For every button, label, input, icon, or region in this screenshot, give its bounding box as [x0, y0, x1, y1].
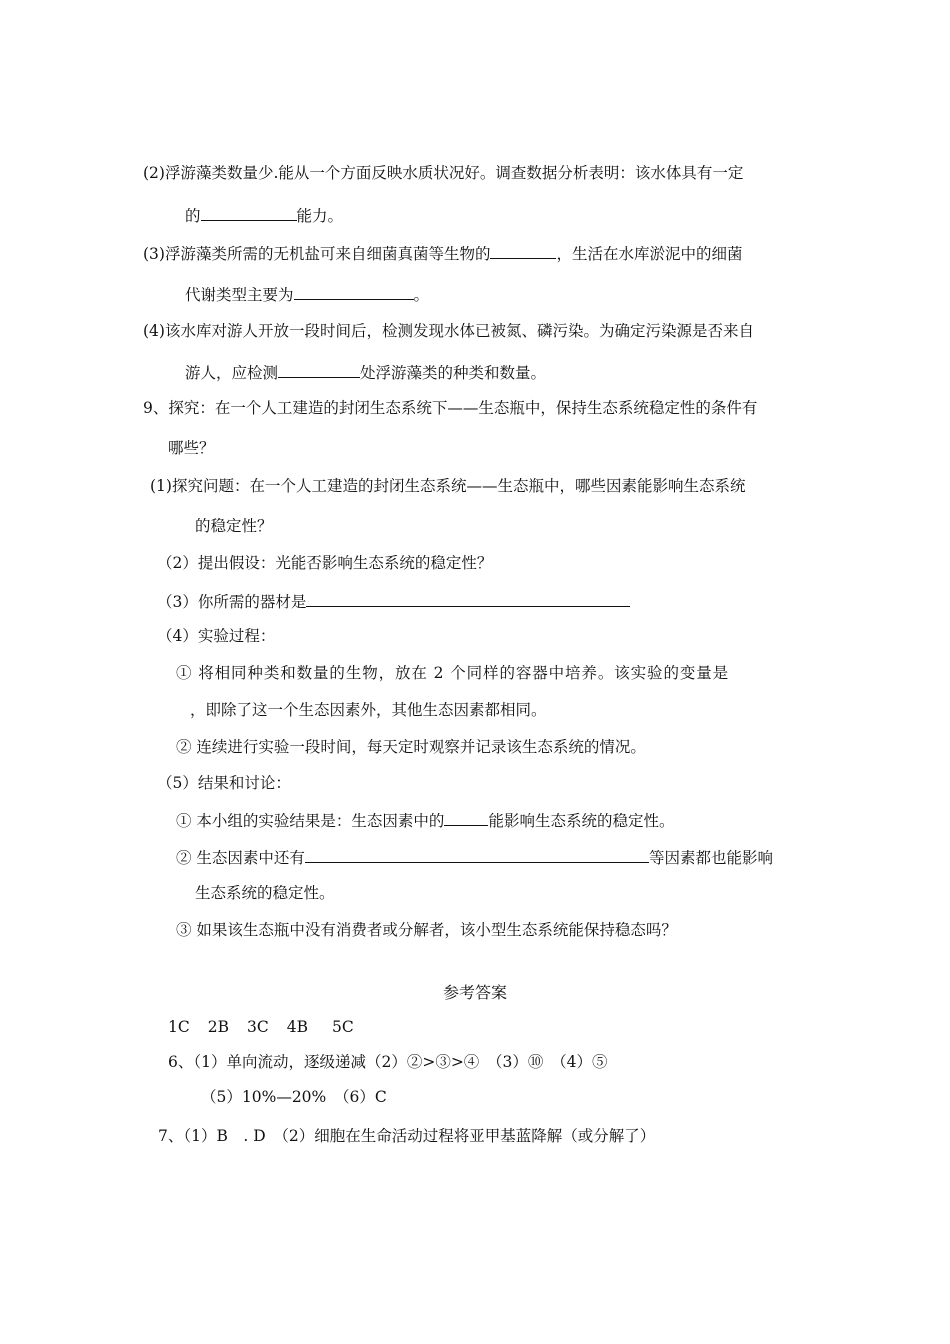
q8-part3-prefix: (3)浮游藻类所需的无机盐可来自细菌真菌等生物的 [143, 245, 491, 263]
answer-item: 1C [168, 1018, 190, 1036]
answer-blank[interactable] [201, 203, 297, 221]
q9-step5-item2-line1 [176, 845, 773, 869]
q9-step4-item1-line2: ，即除了这一个生态因素外，其他生态因素都相同。 [190, 701, 547, 719]
q8-part2-line1: (2)浮游藻类数量少.能从一个方面反映水质状况好。调查数据分析表明：该水体具有一定 [143, 164, 744, 182]
q8-part3-line2 [185, 282, 429, 306]
q9-step3 [157, 589, 630, 613]
q9-step1-line1: (1)探究问题：在一个人工建造的封闭生态系统——生态瓶中，哪些因素能影响生态系统 [150, 477, 746, 495]
answer-item: 5C [332, 1018, 354, 1036]
answers-row-1-5 [168, 1016, 354, 1038]
answers-row-6b: （5）10%—20% （6）C [201, 1088, 387, 1106]
q9-step5-item2-prefix: ② 生态因素中还有 [176, 849, 305, 867]
answers-row-6a: 6、（1）单向流动，逐级递减（2）②>③>④ （3）⑩ （4）⑤ [168, 1053, 608, 1071]
q9-step4-item2: ② 连续进行实验一段时间，每天定时观察并记录该生态系统的情况。 [176, 738, 646, 756]
q9-step5: （5）结果和讨论： [157, 774, 291, 792]
q8-part3-suffix: ，生活在水库淤泥中的细菌 [556, 245, 743, 263]
q9-stem-line2: 哪些？ [168, 439, 215, 457]
q9-step3-prefix: （3）你所需的器材是 [157, 593, 307, 611]
q8-part4-line2 [185, 360, 546, 384]
q9-step2: （2）提出假设：光能否影响生态系统的稳定性？ [157, 554, 493, 572]
answer-blank[interactable] [490, 241, 556, 259]
answer-blank[interactable] [294, 282, 414, 300]
q9-step5-item1-suffix: 能影响生态系统的稳定性。 [488, 812, 675, 830]
q8-part4-suffix: 处浮游藻类的种类和数量。 [360, 364, 547, 382]
answer-item: 4B [286, 1018, 308, 1036]
q9-step5-item2-line2: 生态系统的稳定性。 [195, 884, 335, 902]
q9-step5-item1-prefix: ① 本小组的实验结果是：生态因素中的 [176, 812, 445, 830]
q8-part4-line1: (4)该水库对游人开放一段时间后，检测发现水体已被氮、磷污染。为确定污染源是否来自 [143, 322, 754, 340]
q9-step5-item3: ③ 如果该生态瓶中没有消费者或分解者，该小型生态系统能保持稳态吗？ [176, 921, 677, 939]
q9-step4: （4）实验过程： [157, 627, 276, 645]
q9-step5-item2-suffix: 等因素都也能影响 [648, 849, 773, 867]
q9-step5-item1 [176, 808, 674, 832]
q8-part2-line2 [185, 203, 343, 227]
q9-stem-line1: 9、探究：在一个人工建造的封闭生态系统下——生态瓶中，保持生态系统稳定性的条件有 [143, 399, 758, 417]
q8-part2-prefix: 的 [185, 207, 201, 225]
answers-title: 参考答案 [443, 983, 508, 1002]
answer-item: 3C [247, 1018, 269, 1036]
q8-part4-prefix: 游人，应检测 [185, 364, 279, 382]
answer-blank[interactable] [278, 360, 360, 378]
q8-part3b-suffix: 。 [413, 286, 430, 304]
answers-row-7: 7、（1）B . D （2）细胞在生命活动过程将亚甲基蓝降解（或分解了） [158, 1127, 656, 1145]
answer-blank[interactable] [306, 589, 630, 607]
q8-part3-line1 [143, 241, 742, 265]
q9-step1-line2: 的稳定性？ [195, 517, 273, 535]
q8-part2-suffix: 能力。 [296, 207, 344, 225]
answer-blank[interactable] [305, 845, 649, 863]
q8-part3b-prefix: 代谢类型主要为 [185, 286, 294, 304]
answer-item: 2B [207, 1018, 229, 1036]
answer-blank[interactable] [444, 808, 488, 826]
q9-step4-item1-line1: ① 将相同种类和数量的生物，放在 2 个同样的容器中培养。该实验的变量是 [176, 664, 730, 682]
